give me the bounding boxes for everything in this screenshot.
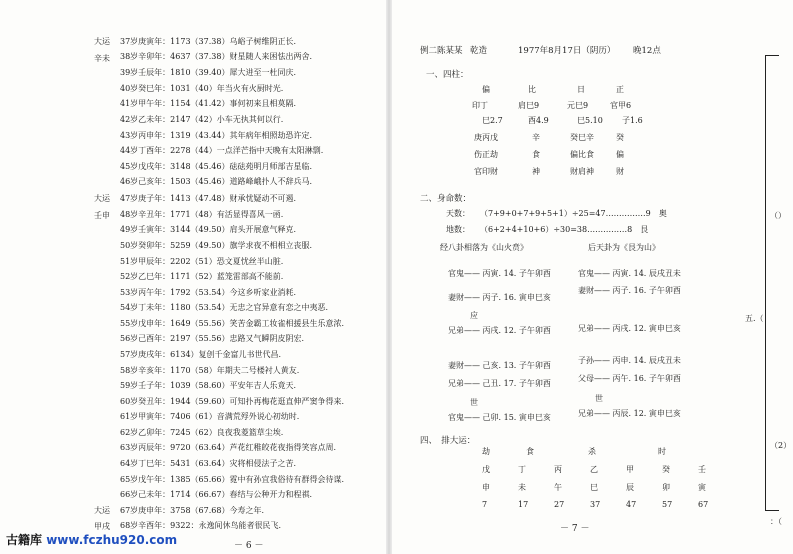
dishu-label: 地数： <box>446 225 470 234</box>
gua-marker: 应 <box>470 311 478 320</box>
year-line: 58岁辛亥年：1170（58）年期夫二号楼衬人黄友. <box>120 366 300 375</box>
gua-row: 兄弟—— 己丑. 17. 子午卯酉 <box>448 379 551 388</box>
dayun-branch: 午 <box>554 483 562 492</box>
dayun-age: 57 <box>662 500 673 509</box>
dayun-age: 47 <box>626 500 637 509</box>
gua-row: 兄弟—— 丙辰. 12. 寅申巳亥 <box>578 409 681 418</box>
birth-time: 晚12点 <box>633 46 661 56</box>
birth-date: 1977年8月17日（阴历） <box>518 46 616 56</box>
year-line: 55岁戊申年：1649（55.56）笑苦金霸工妆雀相援县生乐意浓. <box>120 319 344 328</box>
gua-line: 经八卦相落为《山火贲》 <box>440 243 528 252</box>
year-line: 38岁辛卯年：4637（37.38）财星随人来困怯出两舍. <box>120 52 312 61</box>
gua-row: 官鬼—— 丙寅. 14. 子午卯酉 <box>448 269 551 278</box>
dayun-stem: 戊 <box>482 465 490 474</box>
pillar-cell: 财 <box>616 167 624 176</box>
gua-row: 子孙—— 丙申. 14. 辰戌丑未 <box>578 356 681 365</box>
watermark <box>6 531 177 548</box>
dayun-age: 27 <box>554 500 565 509</box>
case-title: 例二陈某某 <box>420 46 463 56</box>
pillar-cell: 子1.6 <box>622 116 643 125</box>
pillar-cell: 偏 <box>616 150 624 159</box>
dayun-label: 杀 <box>588 447 596 456</box>
side-tag: 辛未 <box>94 54 110 63</box>
year-line: 61岁甲寅年：7406（61）音满荒殍外说心初幼时. <box>120 412 300 421</box>
gua-row: 官鬼—— 己卯. 15. 寅申巳亥 <box>448 413 551 422</box>
year-line: 47岁庚子年：1413（47.48）财承忧疑动不可遏. <box>120 194 296 203</box>
year-line: 46岁己亥年：1503（45.46）道路峰峨扑人不辞兵马. <box>120 177 312 186</box>
year-line: 64岁丁巳年：5431（63.64）灾将相侵法子之苦. <box>120 459 296 468</box>
gua-marker: 世 <box>595 394 603 403</box>
edge-mark: ：（ <box>770 517 782 526</box>
pillar-cell: 偏比食 <box>570 150 594 159</box>
side-tag: 大运 <box>94 506 110 515</box>
section-heading: 二、身命数： <box>420 194 472 204</box>
dayun-stem: 壬 <box>698 465 706 474</box>
margin-bracket-top <box>765 55 779 56</box>
pillar-cell: 辛 <box>532 133 540 142</box>
year-line: 43岁丙申年：1319（43.44）其年病年相照劫恐许定. <box>120 131 312 140</box>
side-tag: 大运 <box>94 194 110 203</box>
pillar-cell: 印丁 <box>472 101 488 110</box>
left-page <box>0 0 390 554</box>
year-line: 57岁庚戌年：6134）复创千金富儿书世代昌. <box>120 350 282 359</box>
pillar-cell: 庚丙戊 <box>474 133 498 142</box>
dayun-branch: 寅 <box>698 483 706 492</box>
year-line: 59岁壬子年：1039（58.60）平安年吉人乐竟天. <box>120 381 296 390</box>
pillar-cell: 癸巳辛 <box>570 133 594 142</box>
pillar-cell: 食 <box>532 150 540 159</box>
gua-row: 父母—— 丙午. 16. 子午卯酉 <box>578 374 681 383</box>
gua-row: 官鬼—— 丙寅. 14. 辰戌丑未 <box>578 269 681 278</box>
watermark-url[interactable]: www.fczhu920.com <box>46 533 178 547</box>
pillar-cell: 巳2.7 <box>482 116 503 125</box>
dayun-branch: 卯 <box>662 483 670 492</box>
dayun-age: 17 <box>518 500 529 509</box>
pillar-cell: 神 <box>532 167 540 176</box>
gua-row: 妻财—— 丙子. 16. 寅申巳亥 <box>448 293 551 302</box>
edge-mark: （2） <box>770 441 792 450</box>
year-line: 42岁乙未年：2147（42）小车无执其何以行. <box>120 115 284 124</box>
pillar-cell: 肩巳9 <box>518 101 540 110</box>
year-line: 56岁己酉年：2197（55.56）忠路又气瞬阴皮阴宏. <box>120 334 304 343</box>
page-number: － 6 － <box>234 541 264 551</box>
gua-marker: 世 <box>470 398 478 407</box>
year-line: 54岁丁未年：1180（53.54）无忠之官异意有恋之中夷恶. <box>120 303 328 312</box>
watermark-site: 古籍库 <box>6 533 43 547</box>
dayun-stem: 癸 <box>662 465 670 474</box>
pillar-cell: 比 <box>528 85 536 94</box>
dayun-age: 37 <box>590 500 601 509</box>
year-line: 40岁癸巳年：1031（40）年当火有火厨时光. <box>120 84 284 93</box>
dayun-branch: 巳 <box>590 483 598 492</box>
year-line: 39岁壬辰年：1810（39.40）犀大进至一杜同庆. <box>120 68 296 77</box>
dishu-formula: （6+2+4+10+6）÷30=38……………8 艮 <box>480 225 649 234</box>
year-line: 52岁乙巳年：1171（52）蓝笼雷部高不能前. <box>120 272 284 281</box>
dayun-branch: 申 <box>482 483 490 492</box>
gua-row: 兄弟—— 丙戌. 12. 子午卯酉 <box>448 326 551 335</box>
margin-bracket-bottom <box>765 510 779 511</box>
year-line: 68岁辛酉年：9322：永逸间休鸟能者很民飞. <box>120 521 282 530</box>
tianshu-label: 天数： <box>446 209 470 218</box>
year-line: 63岁丙辰年：9720（63.64）芦花红稚皎花夜指得笑容点周. <box>120 443 336 452</box>
pillar-cell: 巳5.10 <box>577 116 603 125</box>
pillar-cell: 日 <box>577 85 585 94</box>
edge-mark: 五.（ <box>745 314 764 323</box>
pillar-cell: 官甲6 <box>610 101 632 110</box>
year-line: 49岁壬寅年：3144（49.50）肩头开展意气释克. <box>120 225 296 234</box>
section-heading: 四、 排大运： <box>420 436 476 446</box>
year-line: 60岁癸丑年：1944（59.60）可知扑再梅花逛直伸严窦争得来. <box>120 397 344 406</box>
pillar-cell: 酉4.9 <box>528 116 549 125</box>
dayun-branch: 辰 <box>626 483 634 492</box>
pillar-cell: 元巳9 <box>567 101 589 110</box>
year-line: 45岁戊戌年：3148（45.46）砝砝苑明月师部吉星临. <box>120 162 312 171</box>
dayun-label: 食 <box>526 447 534 456</box>
dayun-label: 劫 <box>482 447 490 456</box>
dayun-branch: 未 <box>518 483 526 492</box>
year-line: 53岁丙午年：1792（53.54）今这乡听家业消耗. <box>120 288 296 297</box>
pillar-cell: 正 <box>616 85 624 94</box>
pillar-cell: 官印财 <box>474 167 498 176</box>
pillar-cell: 伤正劫 <box>474 150 498 159</box>
page-number: － 7 － <box>560 524 590 534</box>
pillar-cell: 偏 <box>482 85 490 94</box>
year-line: 41岁甲午年：1154（41.42）事何初来且相莫隔. <box>120 99 296 108</box>
year-line: 44岁丁酉年：2278（44）一点洋芒指中天晚有太阳淋剽. <box>120 146 324 155</box>
dayun-age: 67 <box>698 500 709 509</box>
year-line: 67岁庚申年：3758（67.68）今寿之年. <box>120 506 264 515</box>
year-line: 62岁乙卯年：7245（62）良夜我菱篮草尘埃. <box>120 428 284 437</box>
pillar-cell: 财肩神 <box>570 167 594 176</box>
right-page <box>390 0 793 554</box>
dayun-stem: 乙 <box>590 465 598 474</box>
section-heading: 一、四柱： <box>426 70 469 80</box>
side-tag: 壬申 <box>94 211 110 220</box>
gua-row: 妻财—— 己亥. 13. 子午卯酉 <box>448 361 551 370</box>
side-tag: 大运 <box>94 37 110 46</box>
gua-row: 兄弟—— 丙戌. 12. 寅申巳亥 <box>578 324 681 333</box>
edge-mark: （） <box>770 211 786 220</box>
tianshu-formula: （7+9+0+7+9+5+1）÷25=47……………9 奥 <box>480 209 667 218</box>
gender-label: 乾造 <box>470 46 488 56</box>
year-line: 51岁甲辰年：2202（51）恐文夏忧丝半山脏. <box>120 257 284 266</box>
gua-line: 后天卦为《艮为山》 <box>588 243 660 252</box>
dayun-age: 7 <box>482 500 488 509</box>
year-line: 48岁辛丑年：1771（48）有活显得喜风一函. <box>120 210 284 219</box>
side-tag: 甲戌 <box>94 522 110 531</box>
year-line: 50岁癸卯年：5259（49.50）旗学求夜不相相立丧服. <box>120 241 312 250</box>
gua-row: 妻财—— 丙子. 16. 子午卯酉 <box>578 286 681 295</box>
year-line: 66岁己未年：1714（66.67）春结与公种开力和程祺. <box>120 490 312 499</box>
year-line: 65岁戊午年：1385（65.66）霓中有孙宜我俗待有群得会待谋. <box>120 475 344 484</box>
dayun-label: 时 <box>658 447 666 456</box>
year-line: 37岁庚寅年：1173（37.38）乌峪子树维阴正长. <box>120 37 296 46</box>
dayun-stem: 丙 <box>554 465 562 474</box>
dayun-stem: 丁 <box>518 465 526 474</box>
pillar-cell: 癸 <box>616 133 624 142</box>
dayun-stem: 甲 <box>626 465 634 474</box>
